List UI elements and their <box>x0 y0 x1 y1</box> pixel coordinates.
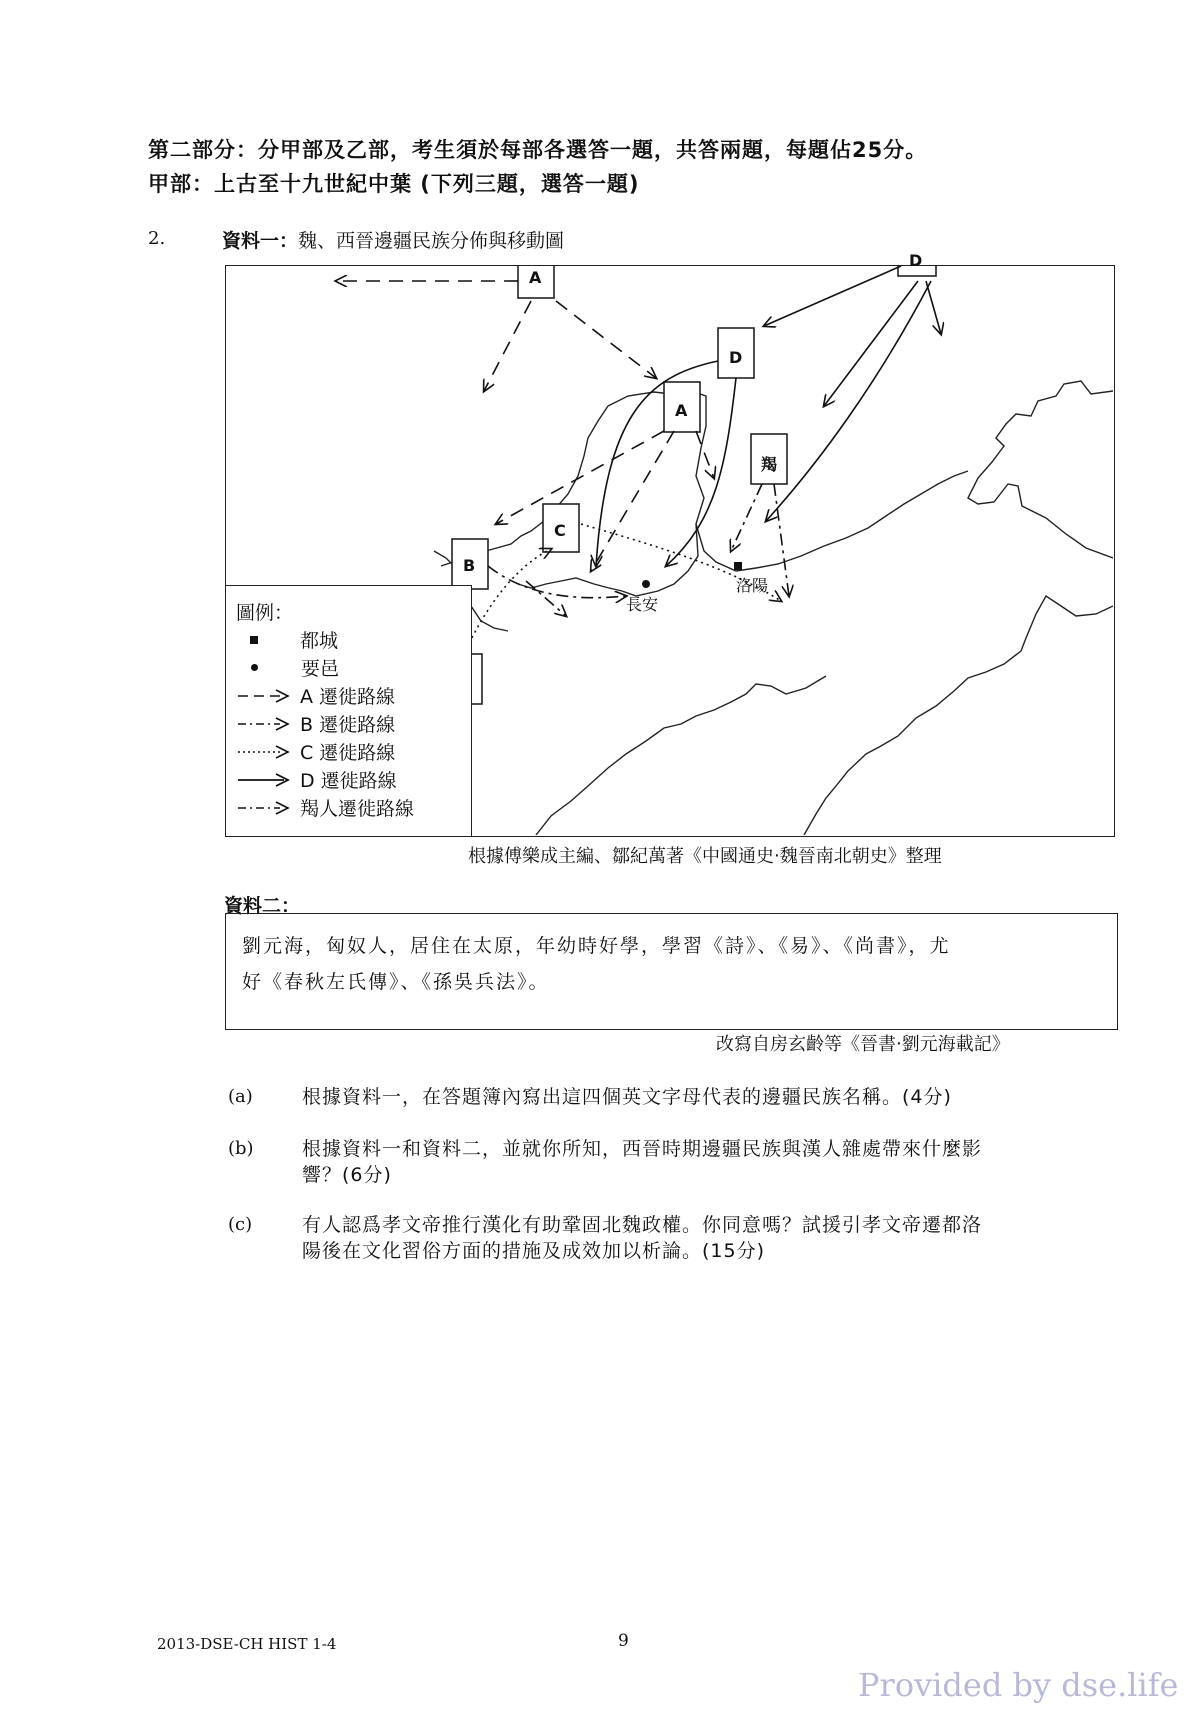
map-legend <box>225 585 472 837</box>
route-d-lines <box>596 266 941 566</box>
section-header: 第二部分：分甲部及乙部，考生須於每部各選答一題，共答兩題，每題佔25分。 <box>148 138 928 162</box>
part-c-label: (c) <box>228 1214 253 1235</box>
route-d-west-arrow <box>764 266 901 326</box>
box-a-mid: A <box>675 401 688 420</box>
route-jie-west-arrow <box>731 484 762 551</box>
dash-dot-arrow-icon <box>236 801 292 815</box>
source1-title: 魏、西晉邊疆民族分佈與移動圖 <box>298 230 565 252</box>
route-a-mid-west-arrow <box>496 431 664 524</box>
source2-label: 資料二： <box>224 895 301 917</box>
route-a-south-arrow <box>484 301 531 391</box>
source1-label: 資料一： <box>222 230 299 252</box>
legend-capital: 都城 <box>236 626 338 653</box>
changan-dot <box>642 580 650 588</box>
part-c-text-line2: 陽後在文化習俗方面的措施及成效加以析論。(15分) <box>302 1240 766 1262</box>
part-a-label: (a) <box>228 1086 253 1107</box>
ethnic-group-boxes <box>446 266 936 704</box>
box-d-mid: D <box>729 348 743 367</box>
route-b-lines <box>488 566 626 616</box>
source1-heading <box>222 226 564 253</box>
source2-citation: 改寫自房玄齡等《晉書‧劉元海載記》 <box>716 1034 1010 1055</box>
question-number: 2. <box>148 228 166 249</box>
route-a-mid-east-arrow <box>696 431 714 478</box>
dotted-arrow-icon <box>236 745 292 759</box>
source1-citation: 根據傅樂成主編、鄒紀萬著《中國通史‧魏晉南北朝史》整理 <box>468 846 942 867</box>
part-b-label: (b) <box>228 1138 254 1159</box>
dash-dot-arrow-icon <box>236 717 292 731</box>
box-b-left: B <box>463 556 476 575</box>
part-header: 甲部：上古至十九世紀中葉 (下列三題，選答一題) <box>148 172 640 196</box>
route-a-lines <box>336 281 714 571</box>
part-a-text: 根據資料一，在答題簿內寫出這四個英文字母代表的邊疆民族名稱。(4分) <box>302 1086 952 1108</box>
paper-code: 2013-DSE-CH HIST 1-4 <box>157 1635 337 1653</box>
source2-line1: 劉元海，匈奴人，居住在太原，年幼時好學，學習《詩》、《易》、《尚書》，尤 <box>242 935 951 957</box>
part-c-text-line1: 有人認爲孝文帝推行漢化有助鞏固北魏政權。你同意嗎？試援引孝文帝遷都洛 <box>302 1214 983 1236</box>
source2-line2: 好《春秋左氏傳》、《孫吳兵法》。 <box>242 971 550 993</box>
box-c-mid: C <box>554 521 566 540</box>
town-dot-icon <box>251 664 258 671</box>
legend-town: 要邑 <box>236 654 339 681</box>
page-number: 9 <box>618 1631 629 1651</box>
legend-route-c: C 遷徙路線 <box>236 738 395 765</box>
route-d-south-arrow <box>926 281 941 334</box>
route-jie-south-arrow <box>774 484 789 596</box>
box-a-top: A <box>529 268 542 287</box>
route-d-long-arrow <box>766 281 931 521</box>
legend-route-b: B 遷徙路線 <box>236 710 395 737</box>
legend-route-d: D 遷徙路線 <box>236 766 397 793</box>
box-jie: 羯 <box>761 455 778 474</box>
legend-route-a: A 遷徙路線 <box>236 682 395 709</box>
part-b-text-line2: 響？(6分) <box>302 1164 392 1186</box>
watermark: Provided by dse.life <box>858 1666 1179 1704</box>
dashed-arrow-icon <box>236 689 292 703</box>
legend-title: 圖例： <box>236 602 294 624</box>
changan-label: 長安 <box>626 595 659 614</box>
route-d-southwest-arrow <box>824 281 918 406</box>
solid-arrow-icon <box>236 773 292 787</box>
capital-square-icon <box>250 636 258 644</box>
luoyang-square <box>734 562 742 570</box>
luoyang-label: 洛陽 <box>736 576 769 595</box>
route-a-southeast-arrow <box>556 301 656 378</box>
route-b-southeast-arrow <box>526 581 566 616</box>
legend-route-jie: 羯人遷徙路線 <box>236 794 414 821</box>
source2-box <box>225 913 1118 1030</box>
box-d-top: D <box>909 251 923 270</box>
part-b-text-line1: 根據資料一和資料二，並就你所知，西晉時期邊疆民族與漢人雜處帶來什麼影 <box>302 1138 983 1160</box>
